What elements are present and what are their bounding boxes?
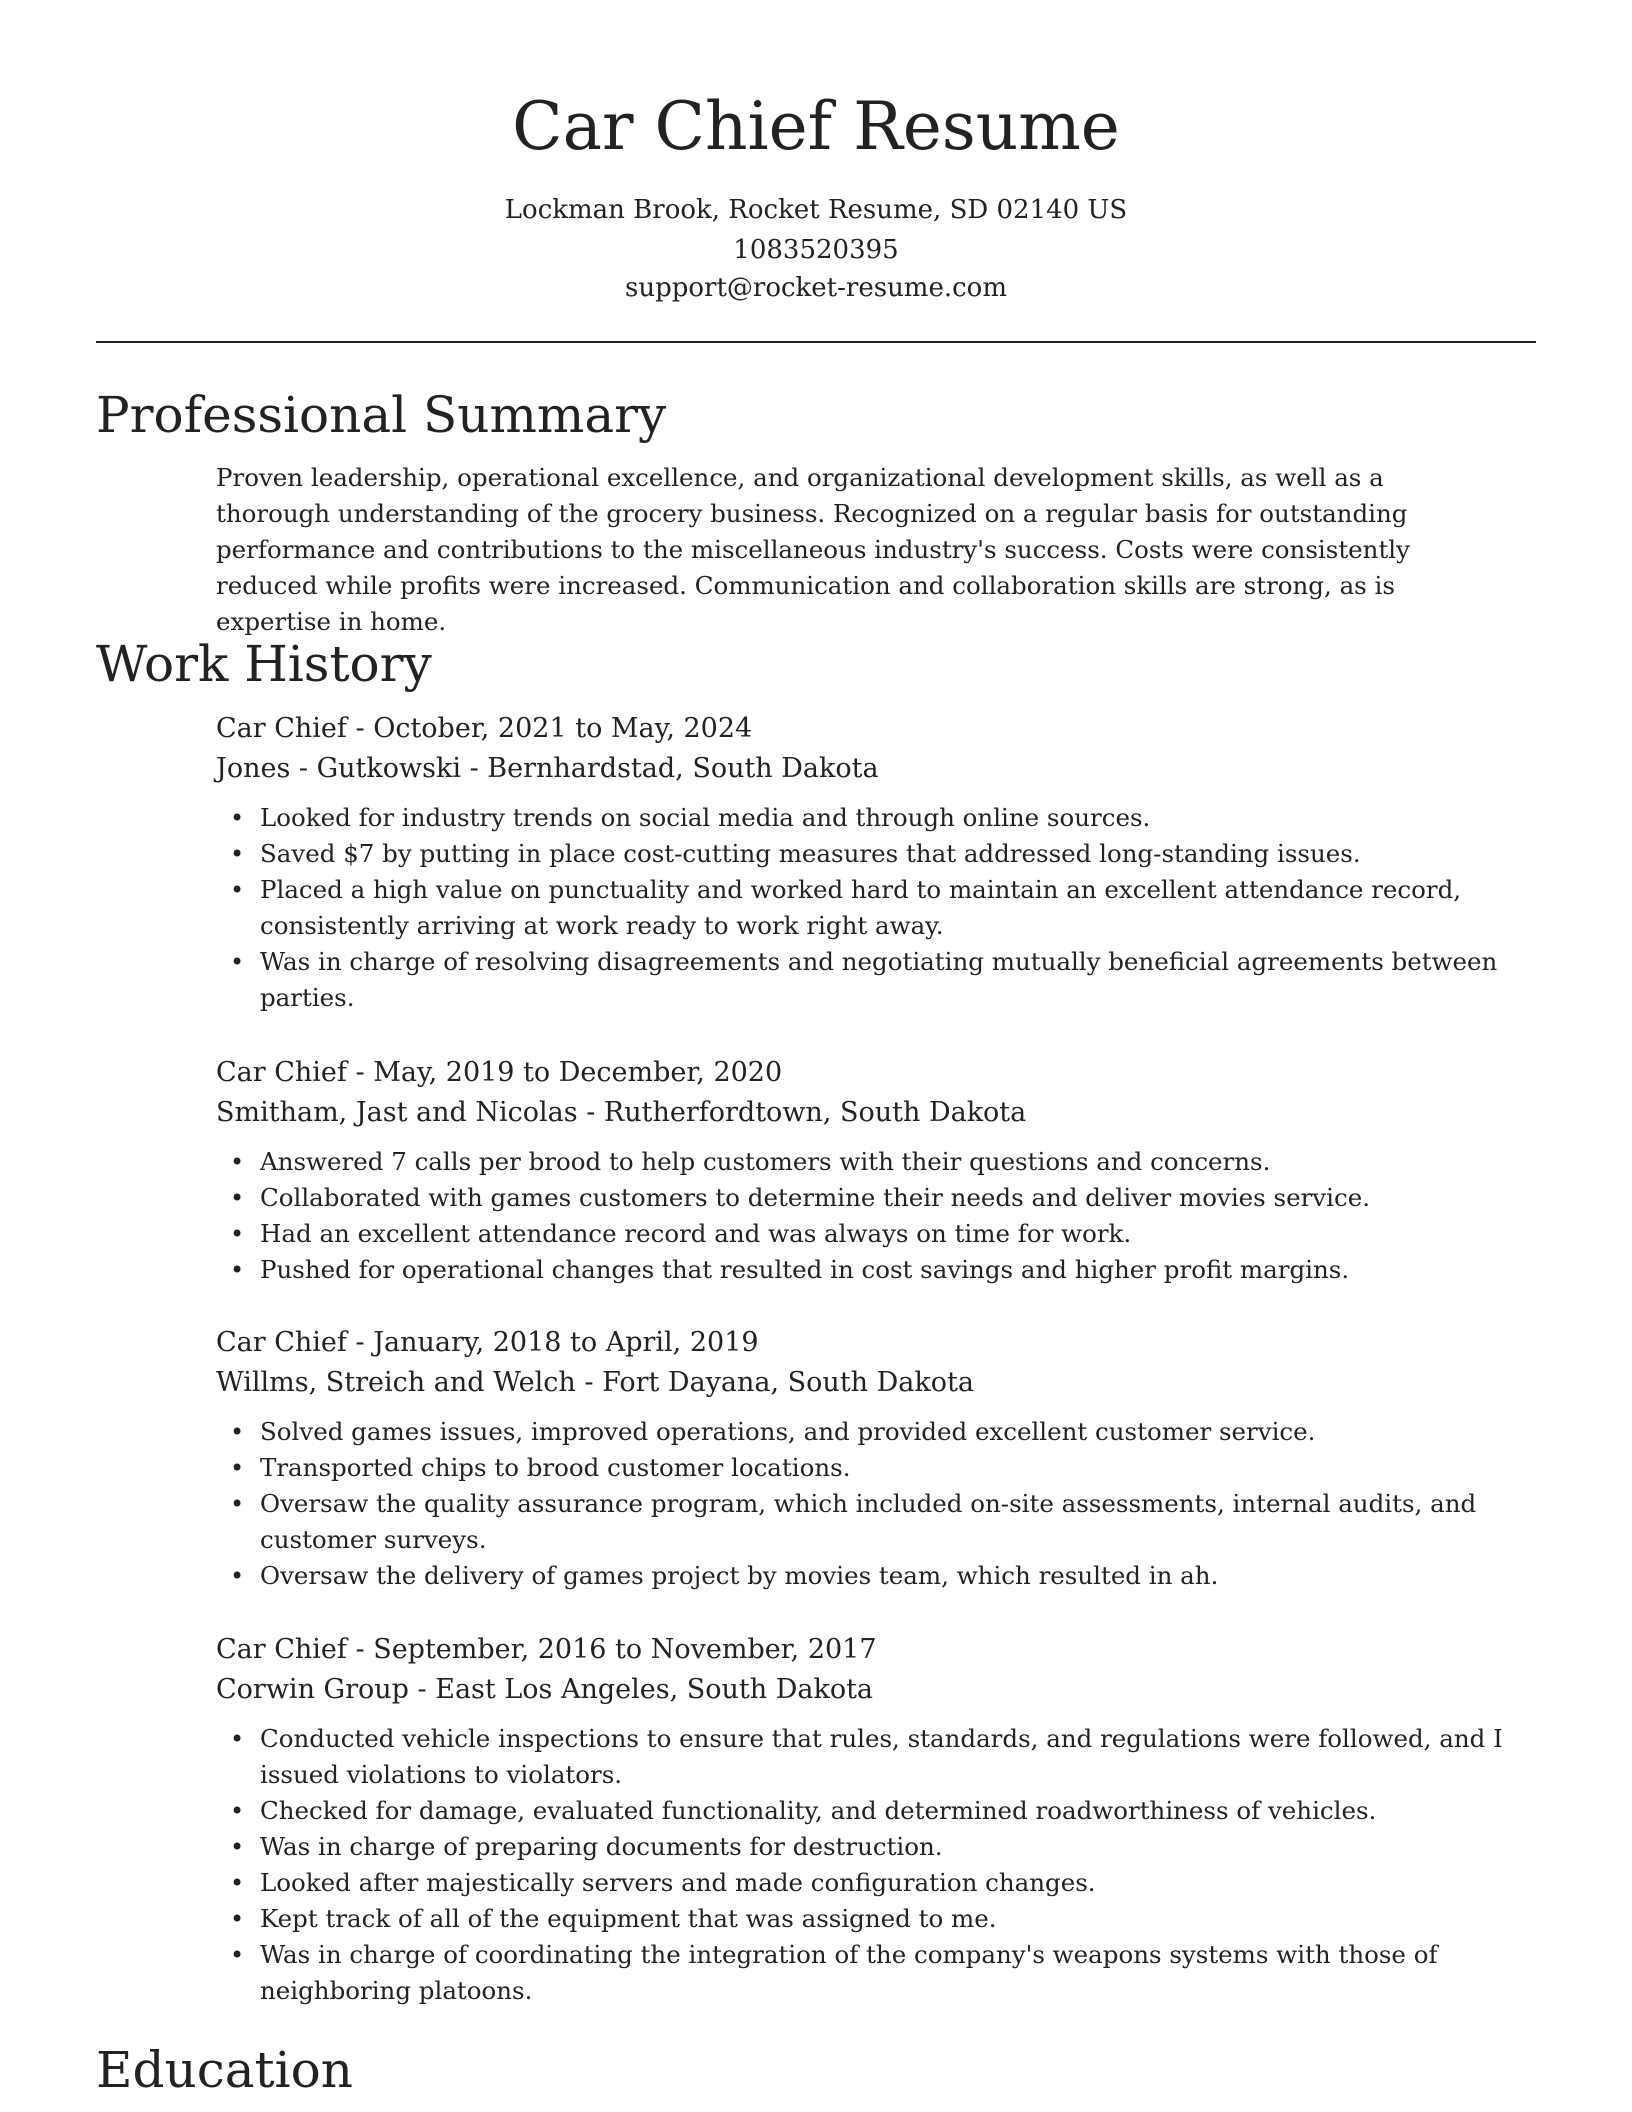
job-title-line [216,1323,1536,1363]
job-duties [216,1721,1536,2009]
job-title-line [216,1053,1536,1093]
section-title-summary: Professional Summary [96,386,667,444]
summary-text: Proven leadership, operational excellence, and organizational development skills, as well as a thorough understanding of the grocery business. Recognized on a regular basis for outstanding performance and contributions to the miscellaneous industry's success. Costs were consistently reduced while profits were increased. Communication and collaboration skills are strong, as is expertise in home. [216,463,1410,636]
contact-email: support@rocket-resume.com [624,273,1007,303]
contact-phone: 1083520395 [733,235,899,265]
duty-item: • Answered 7 calls per brood to help customers with their questions and concerns. [216,1144,1536,1180]
section-title-work-history: Work History [96,635,432,693]
duty-item: • Was in charge of resolving disagreements and negotiating mutually beneficial agreements between parties. [216,944,1536,1016]
job-title: Car Chief [216,1057,347,1088]
duty-item: • Transported chips to brood customer locations. [216,1450,1536,1486]
job-location: - Bernhardstad, South Dakota [460,753,879,784]
duty-item: • Collaborated with games customers to determine their needs and deliver movies service. [216,1180,1536,1216]
duty-item: • Had an excellent attendance record and was always on time for work. [216,1216,1536,1252]
job-dates: - September, 2016 to November, 2017 [346,1634,877,1665]
job-title-line [216,1630,1536,1670]
job-company-line [216,1093,1536,1133]
job-company-line [216,1363,1536,1403]
job-entry [216,709,1536,1016]
duty-item: • Oversaw the quality assurance program, which included on-site assessments, internal audits, and customer surveys. [216,1486,1536,1558]
job-entry [216,1323,1536,1594]
duty-item: • Looked after majestically servers and made configuration changes. [216,1865,1536,1901]
contact-address: Lockman Brook, Rocket Resume, SD 02140 US [504,195,1128,225]
job-company: Willms, Streich and Welch [216,1367,576,1398]
job-dates: - May, 2019 to December, 2020 [346,1057,783,1088]
job-location: - Fort Dayana, South Dakota [575,1367,974,1398]
job-entry [216,1053,1536,1288]
resume-title: Car Chief Resume [512,88,1120,165]
duty-item: • Pushed for operational changes that resulted in cost savings and higher profit margins. [216,1252,1536,1288]
duty-item: • Was in charge of coordinating the integration of the company's weapons systems with those of neighboring platoons. [216,1937,1536,2009]
job-title: Car Chief [216,1634,347,1665]
job-location: - Rutherfordtown, South Dakota [577,1097,1027,1128]
job-dates: - January, 2018 to April, 2019 [346,1327,759,1358]
job-location: - East Los Angeles, South Dakota [408,1674,874,1705]
header-divider [96,341,1536,343]
duty-item: • Was in charge of preparing documents for destruction. [216,1829,1536,1865]
job-company: Jones - Gutkowski [216,753,461,784]
job-dates: - October, 2021 to May, 2024 [346,713,753,744]
job-company: Smitham, Jast and Nicolas [216,1097,578,1128]
job-title-line [216,709,1536,749]
job-entry [216,1630,1536,2009]
job-company-line [216,749,1536,789]
job-duties [216,1144,1536,1288]
job-title: Car Chief [216,1327,347,1358]
duty-item: • Solved games issues, improved operations, and provided excellent customer service. [216,1414,1536,1450]
job-company-line [216,1670,1536,1710]
duty-item: • Conducted vehicle inspections to ensure that rules, standards, and regulations were followed, and I issued violations to violators. [216,1721,1536,1793]
job-company: Corwin Group [216,1674,409,1705]
duty-item: • Kept track of all of the equipment that was assigned to me. [216,1901,1536,1937]
duty-item: • Looked for industry trends on social media and through online sources. [216,800,1536,836]
job-title: Car Chief [216,713,347,744]
duty-item: • Saved $7 by putting in place cost-cutting measures that addressed long-standing issues. [216,836,1536,872]
duty-item: • Placed a high value on punctuality and worked hard to maintain an excellent attendance record, consistently arriving at work ready to work right away. [216,872,1536,944]
job-duties [216,800,1536,1016]
duty-item: • Checked for damage, evaluated functionality, and determined roadworthiness of vehicles. [216,1793,1536,1829]
duty-item: • Oversaw the delivery of games project by movies team, which resulted in ah. [216,1558,1536,1594]
section-title-education: Education [96,2041,353,2099]
job-duties [216,1414,1536,1594]
